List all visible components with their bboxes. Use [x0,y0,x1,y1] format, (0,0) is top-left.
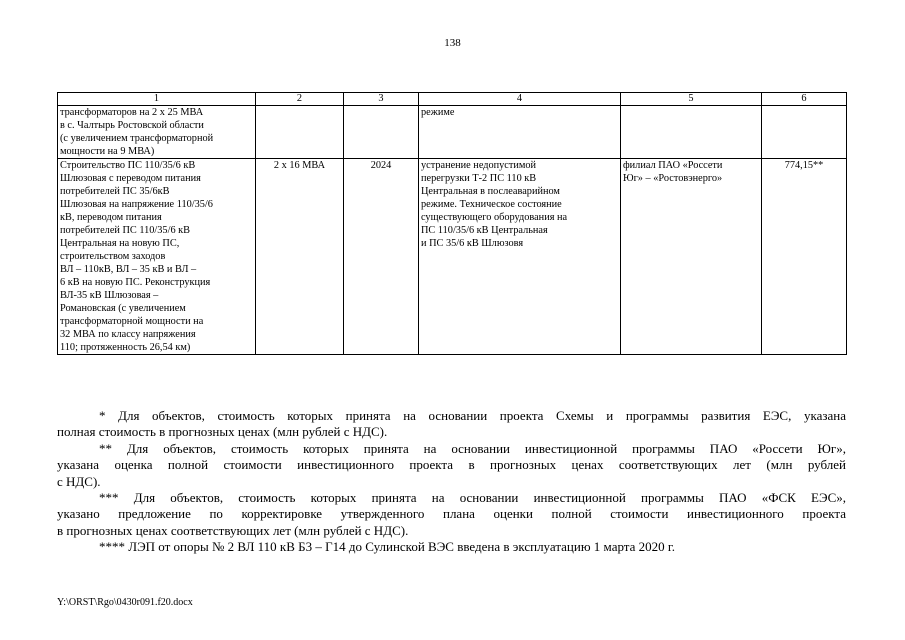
cell-line: 110; протяженность 26,54 км) [60,342,191,353]
cost-cell: 774,15** [762,159,847,355]
cell-line: режиме. Техническое состояние [421,199,562,210]
cell-line: трансформаторов на 2 х 25 МВА [60,107,204,118]
footnote-line: полная стоимость в прогнозных ценах (млн рублей с НДС). [57,424,388,440]
footnote-line: с НДС). [57,473,101,489]
footnote-line: указана оценка полной стоимости инвестиционного проекта в прогнозных ценах соответствующих лет (млн рублей [57,457,846,473]
footnote-line: в прогнозных ценах соответствующих лет (млн рублей с НДС). [57,522,409,538]
cell-line: ПС 110/35/6 кВ Центральная [421,225,548,236]
year-cell [344,106,419,159]
cell-line: потребителей ПС 110/35/6 кВ [60,225,191,236]
year-cell: 2024 [344,159,419,355]
cost-cell [762,106,847,159]
column-header: 3 [344,93,419,106]
file-path-footer: Y:\ORST\Rgo\0430r091.f20.docx [57,597,193,608]
capacity-cell [256,106,344,159]
cell-line: Шлюзовая на напряжение 110/35/6 [60,199,213,210]
cell-line: потребителей ПС 35/6кВ [60,186,170,197]
investment-table [57,92,847,355]
object-name-cell [58,106,256,159]
cell-line: Центральная в послеаварийном [421,186,560,197]
footnote-line: * Для объектов, стоимость которых принята на основании проекта Схемы и программы развития ЕЭС, указана [99,408,846,423]
justification-cell [419,106,621,159]
cell-line: Романовская (с увеличением [60,303,186,314]
justification-cell [419,159,621,355]
footnotes [57,408,846,556]
cell-line: и ПС 35/6 кВ Шлюзовя [421,238,524,249]
cell-line: трансформаторной мощности на [60,316,204,327]
cell-line: перегрузки Т-2 ПС 110 кВ [421,173,537,184]
column-header: 4 [419,93,621,106]
table-row [58,159,847,355]
table-header-row [58,93,847,106]
column-header: 1 [58,93,256,106]
cell-line: Юг» – «Ростовэнерго» [623,173,723,184]
organization-cell [621,106,762,159]
cell-line: устранение недопустимой [421,160,537,171]
organization-cell [621,159,762,355]
footnote-line: ** Для объектов, стоимость которых принята на основании инвестиционной программы ПАО «Россети Юг», [99,440,846,456]
cell-line: ВЛ – 110кВ, ВЛ – 35 кВ и ВЛ – [60,264,197,275]
cell-line: режиме [421,107,455,118]
capacity-cell: 2 х 16 МВА [256,159,344,355]
page-number: 138 [444,37,461,49]
column-header: 6 [762,93,847,106]
cell-line: кВ, переводом питания [60,212,162,223]
column-header: 5 [621,93,762,106]
column-header: 2 [256,93,344,106]
cell-line: (с увеличением трансформаторной [60,133,214,144]
footnote-line: *** Для объектов, стоимость которых принята на основании инвестиционной программы ПАО «ФСК ЕЭС», [99,490,846,506]
cell-line: 6 кВ на новую ПС. Реконструкция [60,277,211,288]
cell-line: Центральная на новую ПС, [60,238,180,249]
cell-line: ВЛ-35 кВ Шлюзовая – [60,290,159,301]
cell-line: мощности на 9 МВА) [60,146,155,157]
cell-line: существующего оборудования на [421,212,568,223]
cell-line: в с. Чалтырь Ростовской области [60,120,204,131]
cell-line: Шлюзовая с переводом питания [60,173,201,184]
cell-line: филиал ПАО «Россети [623,160,723,171]
table-row [58,106,847,159]
cell-line: Строительство ПС 110/35/6 кВ [60,160,196,171]
cell-line: строительством заходов [60,251,166,262]
footnote-line: указано предложение по корректировке утвержденного плана оценки полной стоимости инвестиционного проекта [57,506,846,522]
footnote-line: **** ЛЭП от опоры № 2 ВЛ 110 кВ Б3 – Г14 до Сулинской ВЭС введена в эксплуатацию 1 марта 2020 г. [99,539,676,555]
cell-line: 32 МВА по классу напряжения [60,329,196,340]
object-name-cell [58,159,256,355]
